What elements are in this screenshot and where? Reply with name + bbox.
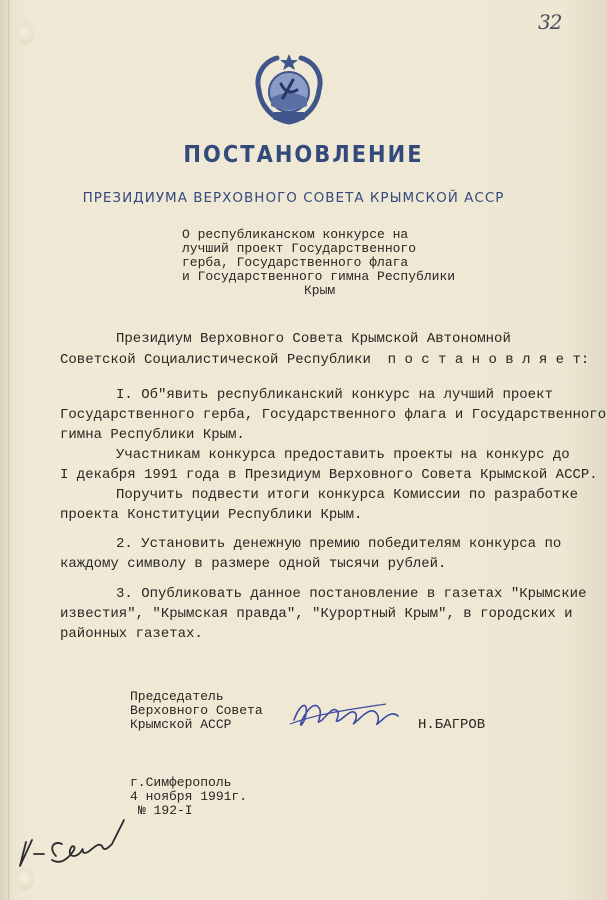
item-1-line: Государственного герба, Государственного флага и Государственного (60, 407, 607, 423)
page-number: 32 (538, 10, 562, 34)
participants-line: I декабря 1991 года в Президиум Верховного Совета Крымской АССР. (60, 467, 598, 483)
topic-line: герба, Государственного флага (182, 255, 409, 270)
item-1-line: гимна Республики Крым. (60, 427, 245, 443)
document-number: № 192-I (138, 803, 193, 818)
binding-margin-line (8, 0, 9, 900)
topic-line: и Государственного гимна Республики (182, 269, 456, 284)
signatory-name: Н.БАГРОВ (418, 717, 486, 733)
document-title: ПОСТАНОВЛЕНИЕ (183, 140, 424, 168)
topic-line: О республиканском конкурсе на (182, 227, 409, 242)
signatory-position: Верховного Совета (130, 703, 263, 718)
commission-line: Поручить подвести итоги конкурса Комиссии по разработке (116, 487, 579, 503)
participants-line: Участникам конкурса предоставить проекты на конкурс до (116, 447, 570, 463)
state-emblem-icon (249, 50, 329, 128)
item-1-line: I. Об"явить республиканский конкурс на лучший проект (116, 387, 553, 403)
signatory-position: Крымской АССР (130, 717, 232, 732)
item-3-line: 3. Опубликовать данное постановление в газетах "Крымские (116, 586, 587, 602)
punch-hole-top (16, 22, 34, 44)
place-city: г.Симферополь (130, 775, 232, 790)
document-date: 4 ноября 1991г. (130, 789, 248, 804)
topic-line: лучший проект Государственного (182, 241, 417, 256)
document-subtitle: ПРЕЗИДИУМА ВЕРХОВНОГО СОВЕТА КРЫМСКОЙ АССР (82, 190, 505, 206)
margin-note-handwriting-icon (12, 796, 130, 886)
preamble-line: Советской Социалистической Республики п о с т а н о в л я е т: (60, 352, 590, 368)
topic-line: Крым (304, 283, 336, 298)
item-2-line: каждому символу в размере одной тысячи рублей. (60, 556, 447, 572)
handwritten-signature-icon (286, 690, 404, 736)
item-3-line: районных газетах. (60, 626, 203, 642)
item-2-line: 2. Установить денежную премию победителям конкурса по (116, 536, 562, 552)
commission-line: проекта Конституции Республики Крым. (60, 507, 363, 523)
item-3-line: известия", "Крымская правда", "Курортный Крым", в городских и (60, 606, 573, 622)
signatory-position: Председатель (130, 689, 224, 704)
preamble-line: Президиум Верховного Совета Крымской Автономной (116, 331, 511, 347)
